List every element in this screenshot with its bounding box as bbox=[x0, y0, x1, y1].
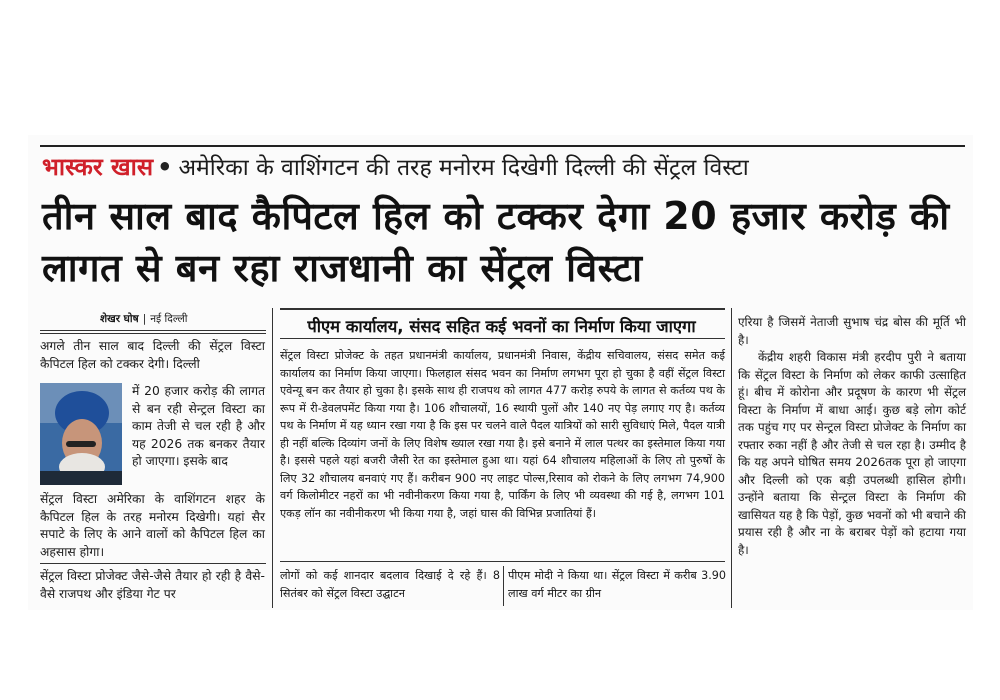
middle-body: सेंट्रल विस्टा प्रोजेक्ट के तहत प्रधानमंत्री कार्यालय, प्रधानमंत्री निवास, केंद्रीय सचिवालय, संसद समेत कई कार्यालय का निर्माण किया जाएगा। फिलहाल संसद भवन का निर्माण लगभग पूरा हो चुका है वहीं सेंट्रल विस्टा एवेन्यू बन कर तैयार हो चुका है। इसके साथ ही राजपथ को लागत 477 करोड़ रुपये के लागत से कर्तव्य पथ के रूप में री-डेवलपमेंट किया गया है। 106 शौचालयों, 16 स्थायी पुलों और 140 नए पेड़ लगाए गए है। कर्तव्य पथ के निर्माण में यह ध्यान रखा गया है कि इस पर चलने वाले पैदल यात्रियों को सारी सुविधाएं मिले, पैदल यात्री ही नहीं बल्कि दिव्यांग जनों के लिए विशेष ख्याल रखा गया है। इसे बनाने में लाल पत्थर का इस्तेमाल किया गया है। इससे पहले यहां बजरी जैसी रेत का इस्तेमाल हुआ था। यहां 64 शौचालय महिलाओं के लिए तो पुरुषों के लिए 32 शौचालय बनवाएं गए हैं। करीबन 900 नए लाइट पोल्स,रिसाव को रोकने के लिए लगभग 74,900 वर्ग किलोमीटर नहरों का भी नवीनीकरण किया गया है, पार्किंग के लिए भी व्यवस्था की गई है, लगभग 101 एकड़ लॉन का नवीनीकरण भी किया गया है, जहां घास की विभिन्न प्रजातियां हैं। bbox=[280, 349, 725, 520]
top-rule bbox=[40, 145, 965, 147]
byline-separator: | bbox=[142, 313, 147, 325]
column-1-intro bbox=[40, 338, 265, 373]
byline-rule-2 bbox=[40, 333, 266, 334]
mid-rule bbox=[280, 561, 725, 562]
col1-paragraph-2: सेंट्रल विस्टा अमेरिका के वाशिंगटन शहर के कैपिटल हिल के तरह मनोरम दिखेगी। यहां सैर सपाटे के लिए के आने वालों को कैपिटल हिल का अहसास होगा। bbox=[40, 492, 265, 559]
intro-paragraph: अगले तीन साल बाद दिल्ली की सेंट्रल विस्टा कैपिटल हिल को टक्कर देगी। दिल्ली bbox=[40, 339, 265, 371]
byline-author: शेखर घोष bbox=[100, 313, 139, 325]
portrait-photo bbox=[40, 383, 122, 485]
middle-bottom-left: लोगों को कई शानदार बदलाव दिखाई दे रहे हैं। 8 सितंबर को सेंट्रल विस्टा उद्घाटन bbox=[280, 569, 500, 600]
byline-place: नई दिल्ली bbox=[150, 313, 188, 325]
kicker-line bbox=[42, 150, 749, 183]
middle-bottom-right: पीएम मोदी ने किया था। सेंट्रल विस्टा में करीब 3.90 लाख वर्ग मीटर का ग्रीन bbox=[508, 569, 726, 600]
column-divider-1 bbox=[272, 308, 273, 608]
kicker-brand: भास्कर खास bbox=[42, 153, 154, 181]
byline bbox=[100, 312, 187, 326]
headline: तीन साल बाद कैपिटल हिल को टक्कर देगा 20 हजार करोड़ की लागत से बन रहा राजधानी का सेंट्रल विस्टा bbox=[42, 194, 950, 290]
subhead-rule-bottom bbox=[280, 338, 725, 339]
portrait-image bbox=[40, 383, 122, 485]
bullet-icon: • bbox=[157, 153, 173, 181]
col1-paragraph-3: सेंट्रल विस्टा प्रोजेक्ट जैसे-जैसे तैयार हो रही है वैसे-वैसे राजपथ और इंडिया गेट पर bbox=[40, 569, 265, 601]
byline-rule bbox=[40, 330, 266, 331]
subheading: पीएम कार्यालय, संसद सहित कई भवनों का निर्माण किया जाएगा bbox=[307, 317, 696, 336]
kicker-text: अमेरिका के वाशिंगटन की तरह मनोरम दिखेगी दिल्ली की सेंट्रल विस्टा bbox=[178, 155, 749, 181]
mid-bottom-divider bbox=[503, 566, 504, 606]
column-divider-2 bbox=[731, 308, 732, 608]
right-paragraph-1: एरिया है जिसमें नेताजी सुभाष चंद्र बोस की मूर्ति भी है। bbox=[738, 315, 966, 347]
col1-rule bbox=[40, 563, 266, 564]
wrap-paragraph: में 20 हजार करोड़ की लागत से बन रही सेन्ट्रल विस्टा का काम तेजी से चल रही है और यह 2026 तक बनकर तैयार हो जाएगा। इसके बाद bbox=[132, 384, 265, 468]
right-paragraph-2: केंद्रीय शहरी विकास मंत्री हरदीप पुरी ने बताया कि सेंट्रल विस्टा के निर्माण को लेकर काफी उत्साहित हूं। बीच में कोरोना और प्रदूषण के कारण भी सेंट्रल विस्टा के निर्माण में बाधा आई। कुछ बड़े लोग कोर्ट तक पहुंच गए पर सेन्ट्रल विस्टा प्रोजेक्ट के निर्माण का रफ्तार रुका नहीं है और तेजी से चल रहा है। उम्मीद है कि यह अपने घोषित समय 2026तक पूरा हो जाएगा और दिल्ली को एक बड़ी उपलब्धी हासिल होगी। उन्होंने बताया कि सेन्ट्रल विस्टा के निर्माण की खासियत यह है कि पेड़ों, कुछ भवनों को भी बचाने की प्रयास रही है और ना के बराबर पेड़ों को हटाया गया है। bbox=[738, 350, 966, 557]
subhead-rule-top bbox=[280, 308, 725, 310]
